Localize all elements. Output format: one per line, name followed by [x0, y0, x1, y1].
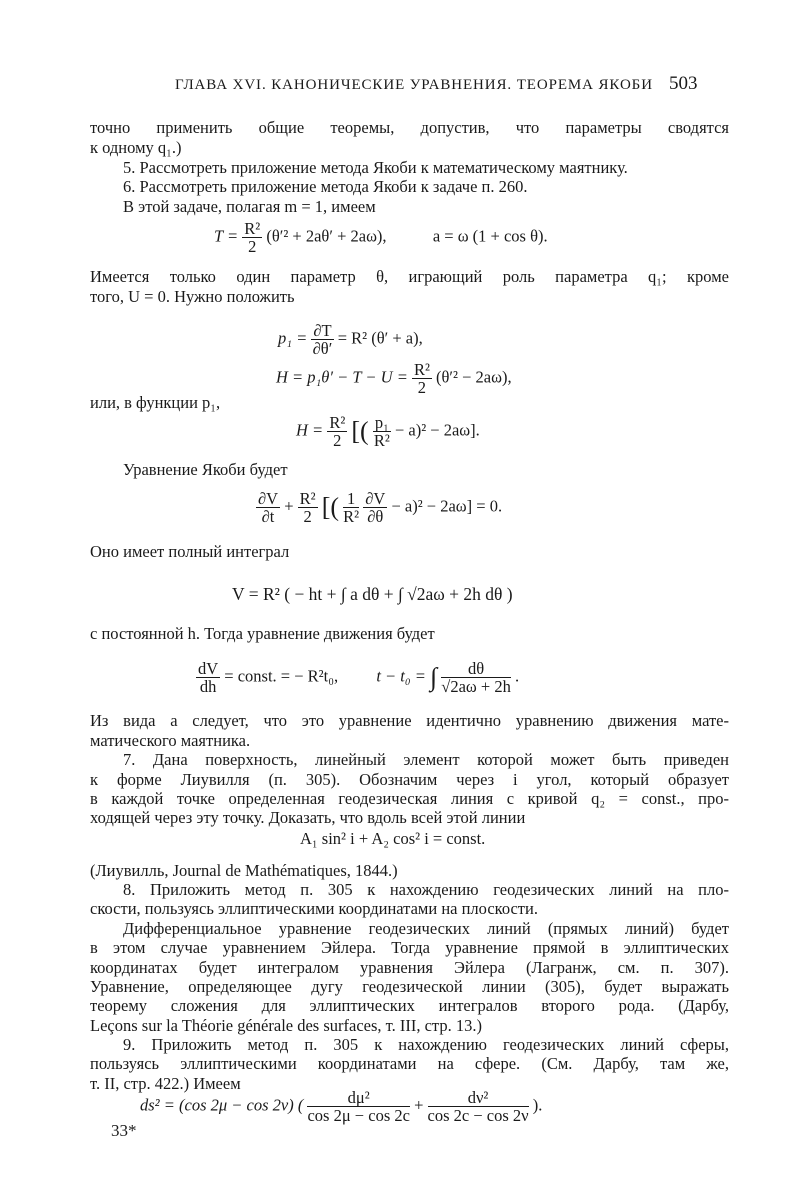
formula-rest: = const. = − R²t₀, — [224, 666, 339, 686]
text-line: теорему сложения для эллиптических интегралов второго рода. (Дарбу, — [90, 996, 729, 1015]
fraction — [298, 490, 318, 525]
fraction — [428, 1089, 529, 1124]
formula-end: . — [514, 666, 520, 686]
formula-jacobi-equation — [256, 490, 502, 525]
text-line: Дифференциальное уравнение геодезических линий (прямых линий) будет — [123, 919, 729, 938]
formula-kinetic-energy — [214, 220, 548, 255]
signature-mark: 33* — [111, 1121, 137, 1140]
text-line: к форме Лиувилля (п. 305). Обозначим через i угол, который образует — [90, 770, 729, 789]
numerator: R² — [329, 413, 346, 432]
denominator: R² — [343, 507, 360, 526]
formula-hamiltonian-p1 — [296, 414, 480, 449]
text-line: (Лиувилль, Journal de Mathématiques, 1844.) — [90, 861, 398, 880]
fraction — [242, 220, 262, 255]
numerator: ∂V — [258, 489, 279, 508]
denominator: √2aω + 2h — [441, 677, 511, 696]
formula-lhs: T = — [214, 226, 239, 246]
formula-rest: − a)² − 2aω] = 0. — [391, 496, 503, 516]
formula-end: ). — [532, 1095, 543, 1115]
fraction — [311, 322, 333, 357]
formula-arc-element — [140, 1089, 542, 1124]
fraction — [412, 361, 432, 396]
text-line: точно применить общие теоремы, допустив, что параметры сводятся — [90, 118, 729, 137]
text-line: Leçons sur la Théorie générale des surfaces, т. III, стр. 13.) — [90, 1016, 482, 1035]
formula-rest: (θ′² + 2aθ′ + 2aω), — [266, 226, 387, 246]
denominator: ∂t — [261, 507, 275, 526]
bracket-open: [( — [351, 416, 369, 446]
bracket-open: [( — [321, 492, 340, 522]
formula-complete-integral: V = R² ( − ht + ∫ a dθ + ∫ √2aω + 2h dθ ) — [232, 584, 513, 604]
formula-hamiltonian — [276, 361, 512, 396]
running-title: ГЛАВА XVI. КАНОНИЧЕСКИЕ УРАВНЕНИЯ. ТЕОРЕМА ЯКОБИ — [175, 77, 653, 93]
fraction — [327, 414, 347, 449]
denominator: cos 2c − cos 2ν — [427, 1106, 529, 1125]
integral-sign: ∫ — [430, 662, 438, 692]
formula-rest: − a)² − 2aω]. — [394, 420, 480, 440]
denominator: 2 — [417, 378, 427, 397]
text-line: пользуясь эллиптическими координатами на сфере. (См. Дарбу, там же, — [90, 1054, 729, 1073]
formula-momentum — [278, 322, 423, 357]
numerator: R² — [244, 219, 261, 238]
formula-second: a = ω (1 + cos θ). — [432, 226, 548, 246]
denominator: ∂θ — [367, 507, 384, 526]
denominator: ∂θ′ — [312, 339, 333, 358]
fraction — [307, 1089, 409, 1124]
plus-sign: + — [414, 1095, 424, 1115]
formula-lhs: H = p₁θ′ − T − U = — [276, 367, 408, 387]
plus-sign: + — [284, 496, 294, 516]
text-line: Оно имеет полный интеграл — [90, 542, 290, 561]
denominator: 2 — [333, 431, 342, 450]
denominator: 2 — [248, 237, 257, 256]
text-line: координатах будет интегралом уравнения Эйлера (Лагранж, см. п. 307). — [90, 958, 729, 977]
denominator: dh — [199, 677, 217, 696]
fraction — [373, 414, 391, 449]
text-line: или, в функции p₁, — [90, 393, 221, 412]
formula-lhs: t − t₀ = — [376, 666, 426, 686]
text-line: Из вида a следует, что это уравнение идентично уравнению движения мате- — [90, 711, 729, 730]
text-line: Уравнение, определяющее дугу геодезической линии (305), будет выражать — [90, 977, 729, 996]
text-line: 5. Рассмотреть приложение метода Якоби к математическому маятнику. — [123, 158, 628, 177]
formula-rest: (θ′² − 2aω), — [436, 367, 512, 387]
text-line: т. II, стр. 422.) Имеем — [90, 1074, 241, 1093]
numerator: 1 — [343, 490, 359, 508]
text-line: с постоянной h. Тогда уравнение движения будет — [90, 624, 435, 643]
formula-liouville-relation: A₁ sin² i + A₂ cos² i = const. — [300, 829, 486, 848]
numerator: dθ — [441, 660, 511, 678]
formula-motion-equation — [196, 660, 519, 695]
fraction — [256, 490, 280, 525]
numerator: dν² — [428, 1089, 529, 1107]
text-line: того, U = 0. Нужно положить — [90, 287, 295, 306]
numerator: R² — [299, 489, 316, 508]
fraction — [343, 490, 359, 525]
numerator: ∂V — [365, 489, 386, 508]
denominator: 2 — [303, 507, 312, 526]
denominator: cos 2μ − cos 2c — [307, 1106, 410, 1125]
text-line: матического маятника. — [90, 731, 251, 750]
fraction — [363, 490, 387, 525]
text-line: в каждой точке определенная геодезическая линия с кривой q₂ = const., про- — [90, 789, 729, 808]
fraction — [441, 660, 511, 695]
formula-lhs: H = — [296, 420, 324, 440]
formula-lhs: p₁ = — [278, 328, 308, 348]
numerator: dμ² — [307, 1089, 409, 1107]
formula-rest: = R² (θ′ + a), — [337, 328, 423, 348]
numerator: p₁ — [374, 413, 389, 432]
numerator: ∂T — [313, 321, 332, 340]
text-line: Уравнение Якоби будет — [123, 460, 288, 479]
text-line: скости, пользуясь эллиптическими координатами на плоскости. — [90, 899, 538, 918]
numerator: R² — [413, 360, 430, 379]
text-line: 7. Дана поверхность, линейный элемент которой может быть приведен — [123, 750, 729, 769]
text-line: 9. Приложить метод п. 305 к нахождению геодезических линий сферы, — [123, 1035, 729, 1054]
text-line: 8. Приложить метод п. 305 к нахождению геодезических линий на пло- — [123, 880, 729, 899]
page-number: 503 — [669, 73, 698, 94]
text-line: 6. Рассмотреть приложение метода Якоби к задаче п. 260. — [123, 177, 528, 196]
text-line: ходящей через эту точку. Доказать, что вдоль всей этой линии — [90, 808, 526, 827]
text-line: в этом случае уравнением Эйлера. Тогда уравнение прямой в эллиптических — [90, 938, 729, 957]
fraction — [196, 660, 220, 695]
denominator: R² — [373, 431, 390, 450]
text-line: к одному q₁.) — [90, 138, 182, 157]
formula-lhs: ds² = (cos 2μ − cos 2ν) ( — [140, 1095, 304, 1115]
text-line: В этой задаче, полагая m = 1, имеем — [123, 197, 376, 216]
text-line: Имеется только один параметр θ, играющий роль параметра q₁; кроме — [90, 267, 729, 286]
numerator: dV — [198, 659, 219, 678]
